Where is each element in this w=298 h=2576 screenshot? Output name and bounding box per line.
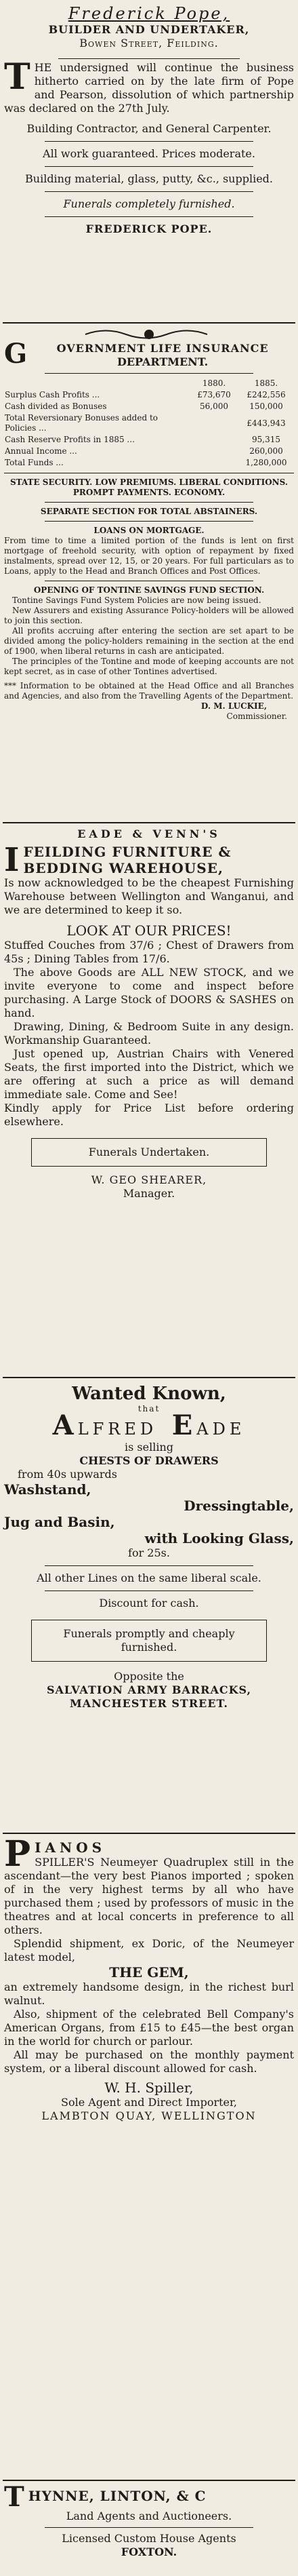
insurance-heading: OVERNMENT LIFE INSURANCE (56, 342, 269, 355)
wanted-for25: for 25s. (128, 1546, 170, 1559)
row-label: Total Reversionary Bonuses added to Policies ... (5, 413, 158, 433)
table-row (4, 389, 294, 401)
divider (45, 166, 253, 167)
tontine-heading: OPENING OF TONTINE SAVINGS FUND SECTION. (33, 585, 265, 595)
wanted-looking: with Looking Glass, (144, 1530, 294, 1546)
tontine-text: Tontine Savings Fund System Policies are now being issued. (12, 596, 261, 605)
wanted-washstand: Washstand, (4, 1481, 91, 1498)
column-rule (3, 1833, 295, 1834)
wanted-chests: CHESTS OF DRAWERS (79, 1454, 219, 1467)
eade-para: Is now acknowledged to be the cheapest Furnishing Warehouse between Wellington and Wanganui, and we are determined to keep it so. (4, 876, 294, 916)
eade-manager-title: Manager. (123, 1187, 175, 1200)
thynne-advert (4, 2485, 294, 2559)
table-row (4, 412, 294, 434)
thynne-line: Land Agents and Auctioneers. (66, 2510, 232, 2522)
row-value: £443,943 (247, 418, 286, 428)
row-value: £73,670 (197, 390, 231, 399)
row-value (190, 412, 238, 434)
row-label: Total Funds ... (5, 458, 64, 467)
eade-look: LOOK AT OUR PRICES! (66, 922, 232, 939)
pope-notice: HE undersigned will continue the business hitherto carried on by the late firm of Pope and Pearson, dissolution of which partnership was declared on the 27th July. (4, 61, 294, 115)
row-value: 1,280,000 (245, 458, 287, 467)
pope-title: BUILDER AND UNDERTAKER, (48, 23, 250, 36)
wanted-opposite: Opposite the (114, 1670, 184, 1683)
insurance-abstainers: SEPARATE SECTION FOR TOTAL ABSTAINERS. (40, 507, 258, 516)
year-header: 1885. (254, 378, 278, 388)
tontine-text: New Assurers and existing Assurance Policy-holders will be allowed to join this section. (4, 606, 294, 625)
wanted-heading: Wanted Known, (72, 1384, 226, 1404)
dropcap: I (4, 844, 20, 876)
wanted-street: MANCHESTER STREET. (70, 1697, 228, 1710)
pope-advert (4, 4, 294, 236)
loans-heading: LOANS ON MORTGAGE. (93, 526, 205, 535)
pianos-para: All may be purchased on the monthly payment system, or a liberal discount allowed for cash. (4, 2048, 294, 2075)
wanted-selling: is selling (125, 1441, 173, 1453)
row-value (190, 457, 238, 469)
eade-para: Just opened up, Austrian Chairs with Venered Seats, the first imported into the District, which we are offering at such a price as will demand immediate sale. Come and See! (4, 1047, 294, 1101)
divider (45, 373, 253, 374)
column-rule (3, 2480, 295, 2481)
column-rule (3, 822, 295, 823)
pope-line4: Building material, glass, putty, &c., supplied. (25, 172, 273, 185)
column-rule (3, 1377, 295, 1378)
dropcap: T (4, 56, 30, 98)
wanted-barracks: SALVATION ARMY BARRACKS, (46, 1683, 252, 1696)
pianos-signature: W. H. Spiller, (104, 2080, 194, 2096)
divider (45, 502, 253, 503)
pianos-gem: THE GEM, (109, 1964, 189, 1980)
wanted-dressing: Dressingtable, (184, 1498, 294, 1514)
table-row (4, 401, 294, 412)
name-initial: E (171, 1409, 197, 1441)
funerals-text: Funerals Undertaken. (88, 1146, 210, 1158)
loans-text: From time to time a limited portion of the funds is lent on first mortgage of freehold security, with option of repayment by fixed instalments, spread over 12, 15, or 20 years. For full particulars as to Loans, apply to the Head and Branch Offices and Post Offices. (4, 536, 294, 576)
row-value: £242,556 (247, 390, 286, 399)
pope-line5: Funerals completely furnished. (63, 197, 235, 210)
insurance-advert (4, 327, 294, 722)
eade-manager: W. GEO SHEARER, (91, 1173, 207, 1186)
tontine-text: All profits accruing after entering the section are set apart to be divided among the policy-holders remaining in the section at the end of 1900, when liberal returns in cash are anticipated. (4, 626, 294, 656)
pope-signature: FREDERICK POPE. (85, 222, 213, 235)
pope-address: Bowen Street, Feilding. (79, 37, 219, 50)
eade-para: Stuffed Couches from 37/6 ; Chest of Drawers from 45s ; Dining Tables from 17/6. (4, 939, 294, 965)
thynne-line: FOXTON. (121, 2545, 177, 2558)
pianos-para: SPILLER'S Neumeyer Quadruplex still in the ascendant—the very best Pianos imported ; spoken of in the very highest terms by all who have purchased them ; used by professors of music in the theatres and at local concerts in preference to all others. (4, 1856, 294, 1936)
table-row (4, 446, 294, 457)
wanted-advert (4, 1384, 294, 1711)
eade-header: EADE & VENN'S (77, 827, 221, 840)
row-label: Surplus Cash Profits ... (5, 390, 100, 399)
insurance-subheading: DEPARTMENT. (116, 355, 209, 368)
thynne-heading: HYNNE, LINTON, & C (28, 2488, 207, 2504)
pope-notice-block (4, 56, 294, 115)
divider (45, 141, 253, 142)
eade-heading: FEILDING FURNITURE & BEDDING WAREHOUSE, (23, 844, 232, 876)
pianos-heading: IANOS (35, 1839, 106, 1856)
wanted-jug: Jug and Basin, (4, 1514, 115, 1530)
row-value: 260,000 (249, 446, 283, 456)
wanted-from40: from 40s upwards (18, 1468, 117, 1481)
dropcap: P (4, 1838, 31, 1875)
table-row (4, 457, 294, 469)
insurance-signature-title: Commissioner. (226, 711, 287, 721)
pope-name: Frederick Pope, (68, 4, 230, 23)
thynne-line: Licensed Custom House Agents (62, 2532, 236, 2545)
funerals-text: Funerals promptly and cheaply furnished. (63, 1627, 235, 1654)
eade-venn-advert (4, 827, 294, 1201)
eade-para: The above Goods are ALL NEW STOCK, and we invite everyone to come and inspect before purchasing. A Large Stock of DOORS & SASHES on hand. (4, 966, 294, 1019)
row-label: Cash Reserve Profits in 1885 ... (5, 435, 135, 444)
wanted-name (4, 1409, 294, 1441)
divider (45, 191, 253, 192)
pianos-para: Splendid shipment, ex Doric, of the Neumeyer latest model, (4, 1937, 294, 1964)
row-value (190, 434, 238, 446)
divider (45, 1565, 253, 1566)
funerals-box (31, 1620, 267, 1662)
pope-line3: All work guaranteed. Prices moderate. (43, 147, 255, 160)
name-initial: A (52, 1409, 78, 1441)
table-row (4, 434, 294, 446)
row-value: 150,000 (249, 402, 283, 411)
insurance-security: STATE SECURITY. LOW PREMIUMS. LIBERAL CONDITIONS. PROMPT PAYMENTS. ECONOMY. (9, 477, 289, 497)
column-rule (3, 322, 295, 324)
insurance-footnote: *** Information to be obtained at the Head Office and all Branches and Agencies, and also from the Travelling Agents of the Department. (4, 681, 294, 701)
wanted-other: All other Lines on the same liberal scale. (37, 1572, 261, 1584)
insurance-table (4, 378, 294, 469)
funerals-box (31, 1138, 267, 1167)
ornament-crest (4, 327, 294, 342)
eade-para: Kindly apply for Price List before ordering elsewhere. (4, 1101, 294, 1128)
divider (45, 2527, 253, 2528)
name-part: LFRED (77, 1420, 158, 1439)
tontine-text: The principles of the Tontine and mode of keeping accounts are not kept secret, as in case of other Tontines advertised. (4, 657, 294, 676)
divider (45, 521, 253, 522)
wanted-that: that (137, 1404, 161, 1413)
divider (58, 58, 240, 59)
dropcap: G (4, 342, 28, 369)
row-value: 95,315 (252, 435, 280, 444)
pianos-advert (4, 1838, 294, 2123)
row-label: Annual Income ... (5, 446, 77, 456)
wanted-discount: Discount for cash. (99, 1597, 199, 1609)
row-value: 56,000 (200, 402, 228, 411)
pianos-sig-addr: LAMBTON QUAY, WELLINGTON (41, 2109, 257, 2122)
name-part: ADE (196, 1420, 246, 1439)
row-label: Cash divided as Bonuses (5, 402, 107, 411)
pianos-para: Also, shipment of the celebrated Bell Company's American Organs, from £15 to £45—the best organ in the world for church or parlour. (4, 2008, 294, 2048)
pianos-sig-title: Sole Agent and Direct Importer, (61, 2096, 237, 2109)
pianos-para: an extremely handsome design, in the richest burl walnut. (4, 1980, 294, 2007)
insurance-signature: D. M. LUCKIE, (200, 701, 267, 711)
eade-para: Drawing, Dining, & Bedroom Suite in any design. Workmanship Guaranteed. (4, 1020, 294, 1047)
row-value (190, 446, 238, 457)
divider (45, 216, 253, 217)
pope-line2: Building Contractor, and General Carpenter. (26, 122, 272, 135)
year-header: 1880. (202, 378, 226, 388)
dropcap: T (4, 2485, 24, 2510)
